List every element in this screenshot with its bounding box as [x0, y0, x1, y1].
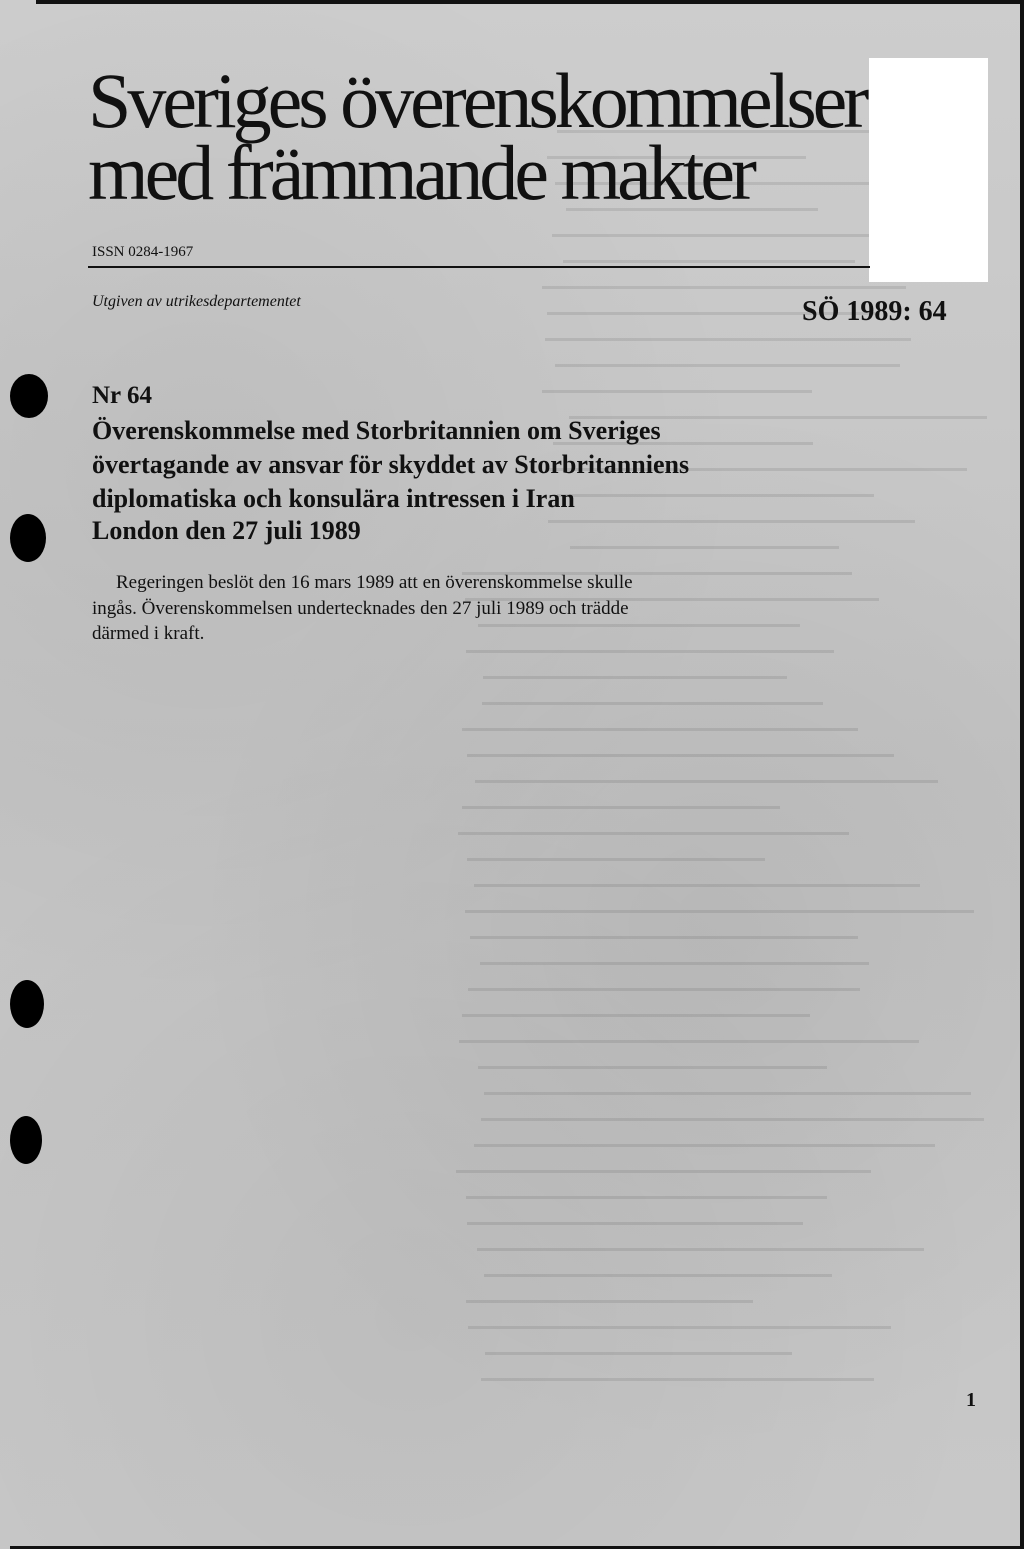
bleed-line — [545, 338, 912, 341]
redaction-box — [869, 58, 988, 282]
bleed-line — [467, 1222, 803, 1225]
bleed-line — [542, 286, 906, 289]
bleed-line — [466, 650, 834, 653]
bleed-line — [462, 1014, 810, 1017]
bleed-line — [478, 624, 800, 627]
body-line-1: Regeringen beslöt den 16 mars 1989 att en överenskommelse skulle — [116, 572, 633, 593]
punch-hole-3 — [10, 980, 44, 1028]
agreement-title-line-1: Överenskommelse med Storbritannien om Sveriges — [92, 416, 661, 445]
publisher-label: Utgiven av utrikesdepartementet — [92, 293, 301, 310]
agreement-number: Nr 64 — [92, 382, 152, 409]
bleed-line — [466, 1300, 754, 1303]
bleed-line — [468, 988, 859, 991]
agreement-place-date: London den 27 juli 1989 — [92, 516, 361, 545]
bleed-line — [470, 936, 859, 939]
bleed-line — [481, 1378, 874, 1381]
bleed-line — [484, 1274, 832, 1277]
punch-hole-1 — [10, 374, 48, 418]
bleed-line — [459, 1040, 919, 1043]
bleed-line — [475, 780, 939, 783]
bleed-line — [474, 1144, 935, 1147]
bleed-line — [474, 884, 919, 887]
bleed-line — [478, 1066, 827, 1069]
bleed-line — [552, 234, 903, 237]
bleed-line — [570, 546, 839, 549]
bleed-line — [481, 1118, 984, 1121]
bleed-line — [482, 702, 824, 705]
header-rule — [88, 266, 870, 268]
agreement-title-line-3: diplomatiska och konsulära intressen i Iran — [92, 484, 575, 513]
bleed-line — [477, 1248, 923, 1251]
bleed-line — [548, 520, 915, 523]
bleed-line — [466, 1196, 828, 1199]
bleed-line — [468, 1326, 891, 1329]
body-line-3: därmed i kraft. — [92, 623, 205, 644]
agreement-title-line-2: övertagande av ansvar för skyddet av Storbritanniens — [92, 450, 690, 479]
punch-hole-4 — [10, 1116, 42, 1164]
bleed-line — [462, 728, 858, 731]
bleed-line — [456, 1170, 872, 1173]
bleed-line — [484, 1092, 971, 1095]
bleed-line — [465, 910, 975, 913]
punch-hole-2 — [10, 514, 46, 562]
bleed-line — [483, 676, 788, 679]
bleed-line — [458, 832, 849, 835]
body-line-2: ingås. Överenskommelsen undertecknades den 27 juli 1989 och trädde — [92, 598, 629, 619]
bleed-line — [480, 962, 869, 965]
issn-label: ISSN 0284-1967 — [92, 244, 194, 260]
bleed-line — [467, 858, 764, 861]
bleed-line — [542, 390, 813, 393]
bleed-line — [557, 494, 875, 497]
bleed-line — [467, 754, 894, 757]
masthead-title-line-2: med främmande makter — [88, 129, 753, 216]
bleed-line — [485, 1352, 792, 1355]
series-number: SÖ 1989: 64 — [802, 296, 947, 327]
bleed-line — [462, 806, 780, 809]
masthead-title-line-1: Sveriges överenskommelser — [88, 57, 866, 144]
bleed-line — [555, 364, 900, 367]
page-number: 1 — [966, 1389, 976, 1411]
bleed-line — [563, 260, 855, 263]
